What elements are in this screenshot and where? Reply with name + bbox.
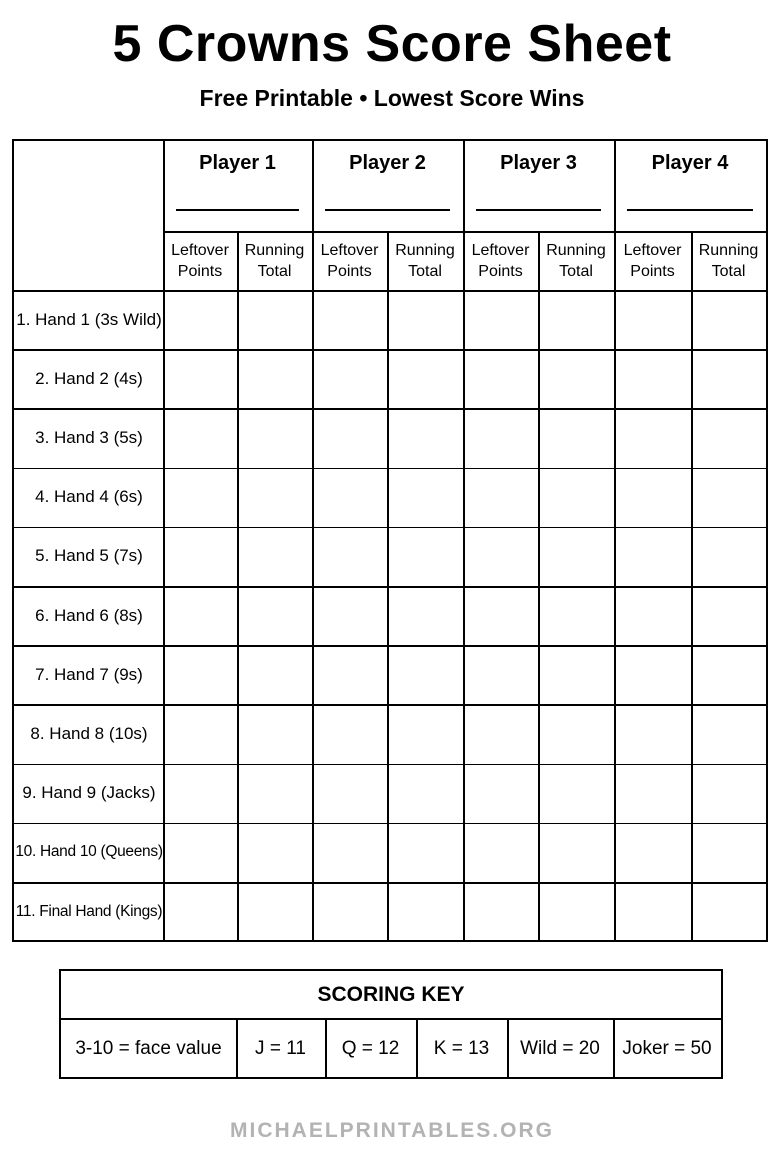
score-cell[interactable]: [614, 882, 691, 941]
score-cell[interactable]: [312, 823, 387, 882]
subheader-line2: Points: [478, 262, 523, 280]
score-cell[interactable]: [463, 704, 538, 763]
score-cell[interactable]: [463, 764, 538, 823]
score-cell[interactable]: [163, 645, 237, 704]
score-cell[interactable]: [614, 586, 691, 645]
score-cell[interactable]: [163, 290, 237, 349]
score-cell[interactable]: [237, 468, 312, 527]
scoring-key-item: K = 13: [433, 1038, 490, 1059]
scoring-key-item: 3-10 = face value: [75, 1038, 222, 1059]
score-cell[interactable]: [691, 764, 766, 823]
score-cell[interactable]: [237, 764, 312, 823]
score-cell[interactable]: [614, 823, 691, 882]
score-cell[interactable]: [237, 527, 312, 586]
subheader-leftover: [163, 231, 237, 290]
hand-label: 3. Hand 3 (5s): [35, 427, 143, 447]
scoring-key-divider: [507, 1019, 509, 1079]
player-name-3: Player 3: [500, 152, 577, 174]
score-cell[interactable]: [691, 645, 766, 704]
player-name-line[interactable]: [325, 209, 450, 211]
scoring-key-item: Joker = 50: [622, 1038, 712, 1059]
score-cell[interactable]: [538, 704, 614, 763]
score-cell[interactable]: [312, 704, 387, 763]
hand-label: 1. Hand 1 (3s Wild): [16, 309, 162, 329]
hand-label: 2. Hand 2 (4s): [35, 368, 143, 388]
subheader-line1: Leftover: [471, 241, 530, 259]
player-name-1: Player 1: [199, 152, 276, 174]
score-cell[interactable]: [237, 349, 312, 408]
score-cell[interactable]: [237, 586, 312, 645]
subheader-line2: Total: [257, 262, 292, 280]
subheader-line1: Leftover: [171, 241, 229, 259]
hand-label: 11. Final Hand (Kings): [15, 902, 163, 920]
score-cell[interactable]: [237, 290, 312, 349]
score-cell[interactable]: [538, 882, 614, 941]
score-cell[interactable]: [538, 290, 614, 349]
scoring-key-divider: [236, 1019, 238, 1079]
score-cell[interactable]: [463, 468, 538, 527]
score-cell[interactable]: [163, 882, 237, 941]
score-cell[interactable]: [691, 586, 766, 645]
score-cell[interactable]: [691, 882, 766, 941]
score-cell[interactable]: [163, 764, 237, 823]
hand-label: 8. Hand 8 (10s): [30, 723, 148, 743]
player-name-4: Player 4: [651, 152, 729, 174]
score-cell[interactable]: [691, 349, 766, 408]
score-cell[interactable]: [312, 290, 387, 349]
footer-site: MICHAELPRINTABLES.ORG: [230, 1119, 554, 1142]
score-cell[interactable]: [163, 704, 237, 763]
score-cell[interactable]: [387, 468, 463, 527]
score-cell[interactable]: [312, 586, 387, 645]
hand-label: 5. Hand 5 (7s): [35, 546, 143, 566]
score-cell[interactable]: [237, 882, 312, 941]
subheader-line2: Total: [408, 262, 442, 280]
score-cell[interactable]: [463, 882, 538, 941]
score-cell[interactable]: [237, 704, 312, 763]
score-cell[interactable]: [163, 408, 237, 467]
score-cell[interactable]: [312, 468, 387, 527]
subheader-running: [691, 231, 766, 290]
score-table: [12, 139, 768, 942]
score-cell[interactable]: [163, 468, 237, 527]
score-cell[interactable]: [614, 704, 691, 763]
score-cell[interactable]: [538, 645, 614, 704]
score-cell[interactable]: [463, 645, 538, 704]
score-cell[interactable]: [163, 586, 237, 645]
player-name-2: Player 2: [349, 152, 426, 174]
score-cell[interactable]: [614, 349, 691, 408]
score-cell[interactable]: [237, 408, 312, 467]
score-cell[interactable]: [614, 408, 691, 467]
scoring-key-divider: [325, 1019, 327, 1079]
score-cell[interactable]: [614, 527, 691, 586]
score-cell[interactable]: [387, 882, 463, 941]
subheader-line1: Leftover: [320, 241, 379, 259]
score-cell[interactable]: [691, 704, 766, 763]
scoring-key-title: SCORING KEY: [317, 983, 465, 1006]
score-cell[interactable]: [614, 645, 691, 704]
score-cell[interactable]: [312, 882, 387, 941]
subheader-line1: Running: [395, 241, 455, 259]
score-cell[interactable]: [387, 527, 463, 586]
subheader-leftover: [312, 231, 387, 290]
scoring-key-item: J = 11: [255, 1038, 306, 1059]
scoring-key-item: Wild = 20: [520, 1038, 600, 1059]
score-cell[interactable]: [312, 349, 387, 408]
score-cell[interactable]: [614, 764, 691, 823]
score-cell[interactable]: [538, 408, 614, 467]
score-cell[interactable]: [163, 823, 237, 882]
score-cell[interactable]: [163, 527, 237, 586]
player-name-line[interactable]: [627, 209, 753, 211]
subheader-running: [237, 231, 312, 290]
score-cell[interactable]: [463, 527, 538, 586]
score-cell[interactable]: [387, 408, 463, 467]
score-cell[interactable]: [163, 349, 237, 408]
score-cell[interactable]: [237, 823, 312, 882]
page-title: 5 Crowns Score Sheet: [112, 15, 672, 73]
score-cell[interactable]: [387, 704, 463, 763]
score-cell[interactable]: [691, 823, 766, 882]
player-name-line[interactable]: [176, 209, 299, 211]
subheader-running: [538, 231, 614, 290]
score-cell[interactable]: [463, 290, 538, 349]
score-cell[interactable]: [312, 408, 387, 467]
scoring-key-divider: [416, 1019, 418, 1079]
score-cell[interactable]: [387, 823, 463, 882]
subheader-line2: Points: [327, 262, 372, 280]
score-cell[interactable]: [614, 468, 691, 527]
score-cell[interactable]: [538, 527, 614, 586]
scoring-key-divider: [613, 1019, 615, 1079]
score-cell[interactable]: [463, 349, 538, 408]
score-cell[interactable]: [387, 290, 463, 349]
score-cell[interactable]: [387, 349, 463, 408]
score-cell[interactable]: [691, 527, 766, 586]
hand-label: 9. Hand 9 (Jacks): [22, 783, 156, 803]
score-cell[interactable]: [691, 408, 766, 467]
subheader-line2: Total: [711, 262, 746, 280]
subheader-line2: Total: [559, 262, 593, 280]
hand-label: 6. Hand 6 (8s): [35, 605, 143, 625]
score-cell[interactable]: [538, 823, 614, 882]
score-cell[interactable]: [237, 645, 312, 704]
page-subtitle: Free Printable • Lowest Score Wins: [199, 85, 585, 111]
score-cell[interactable]: [463, 408, 538, 467]
hand-label: 10. Hand 10 (Queens): [15, 843, 163, 861]
score-cell[interactable]: [538, 468, 614, 527]
score-cell[interactable]: [312, 764, 387, 823]
score-cell[interactable]: [312, 527, 387, 586]
score-cell[interactable]: [463, 823, 538, 882]
score-cell[interactable]: [538, 349, 614, 408]
score-cell[interactable]: [691, 468, 766, 527]
scoring-key: [59, 969, 723, 1079]
subheader-line2: Points: [630, 262, 675, 280]
score-cell[interactable]: [691, 290, 766, 349]
subheader-line1: Running: [546, 241, 606, 259]
subheader-leftover: [614, 231, 691, 290]
subheader-line1: Running: [698, 241, 759, 259]
score-cell[interactable]: [538, 764, 614, 823]
score-cell[interactable]: [538, 586, 614, 645]
hand-label: 7. Hand 7 (9s): [35, 664, 143, 684]
subheader-line1: Leftover: [623, 241, 682, 259]
score-cell[interactable]: [387, 586, 463, 645]
subheader-leftover: [463, 231, 538, 290]
hand-label: 4. Hand 4 (6s): [35, 487, 143, 507]
score-cell[interactable]: [387, 764, 463, 823]
score-cell[interactable]: [463, 586, 538, 645]
scoring-key-item: Q = 12: [341, 1038, 400, 1059]
subheader-line2: Points: [177, 262, 223, 280]
subheader-running: [387, 231, 463, 290]
score-cell[interactable]: [312, 645, 387, 704]
score-cell[interactable]: [614, 290, 691, 349]
subheader-line1: Running: [244, 241, 305, 259]
player-name-line[interactable]: [476, 209, 601, 211]
score-cell[interactable]: [387, 645, 463, 704]
